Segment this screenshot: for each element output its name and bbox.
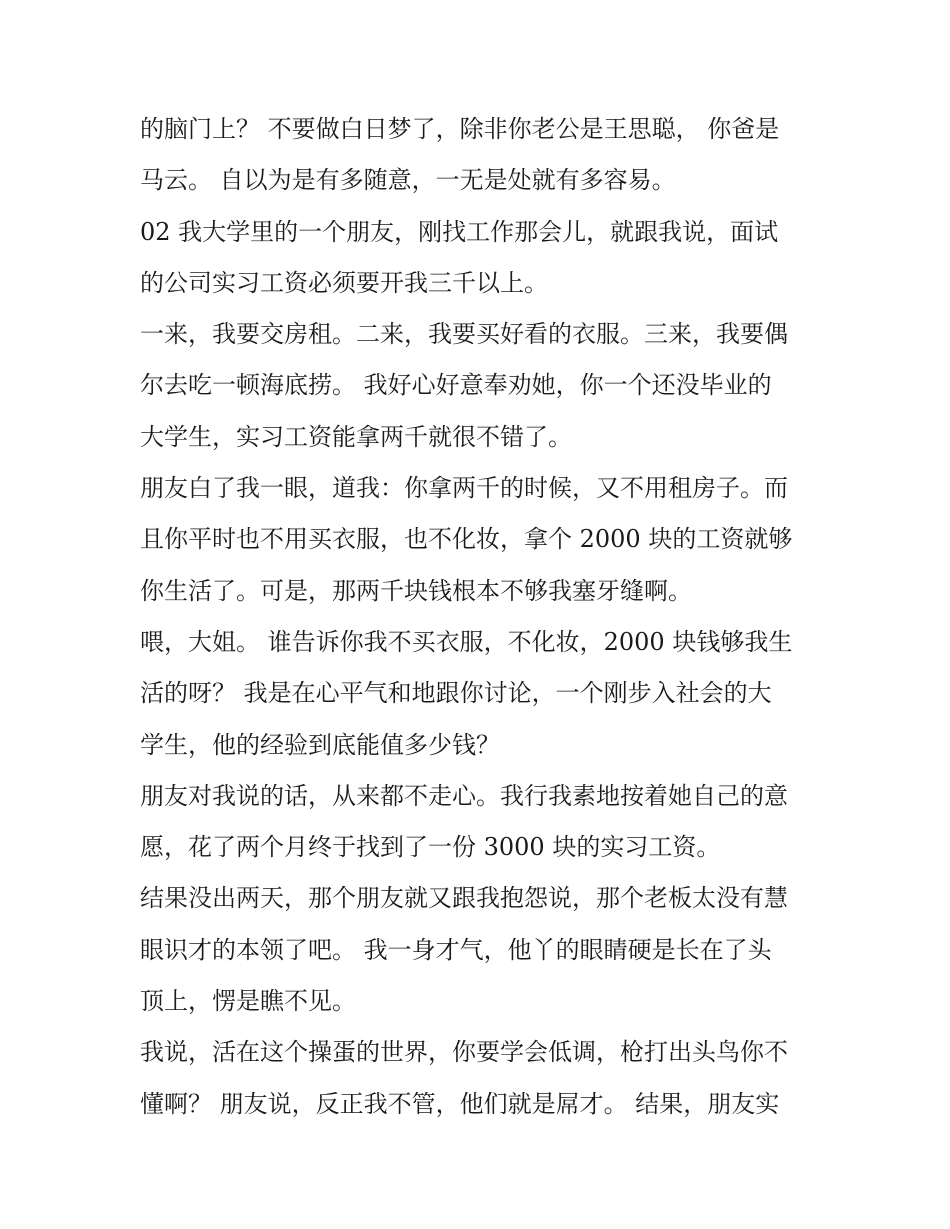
text-line: 大学生，实习工资能拿两千就很不错了。 [140, 422, 572, 451]
text-line: 你生活了。可是，那两千块钱根本不够我塞牙缝啊。 [140, 576, 692, 605]
text-line: 学生，他的经验到底能值多少钱？ [140, 730, 500, 759]
text-line: 顶上，愣是瞧不见。 [140, 987, 356, 1016]
text-line: 眼识才的本领了吧。 我一身才气，他丫的眼睛硬是长在了头 [140, 935, 772, 964]
text-line: 结果没出两天，那个朋友就又跟我抱怨说，那个老板太没有慧 [140, 884, 788, 913]
text-line: 我说，活在这个操蛋的世界，你要学会低调，枪打出头鸟你不 [140, 1038, 788, 1067]
text-line: 愿，花了两个月终于找到了一份 3000 块的实习工资。 [140, 833, 721, 862]
text-line: 活的呀？ 我是在心平气和地跟你讨论，一个刚步入社会的大 [140, 679, 772, 708]
text-line: 朋友对我说的话，从来都不走心。我行我素地按着她自己的意 [140, 781, 788, 810]
body-text [140, 104, 820, 1130]
text-line: 尔去吃一顿海底捞。 我好心好意奉劝她，你一个还没毕业的 [140, 371, 772, 400]
text-line: 马云。 自以为是有多随意，一无是处就有多容易。 [140, 166, 676, 195]
text-line: 懂啊？ 朋友说，反正我不管，他们就是屌才。 结果，朋友实 [140, 1089, 780, 1118]
text-line: 02 我大学里的一个朋友，刚找工作那会儿，就跟我说，面试 [140, 217, 779, 246]
text-line: 朋友白了我一眼，道我：你拿两千的时候，又不用租房子。而 [140, 474, 788, 503]
text-line: 的公司实习工资必须要开我三千以上。 [140, 268, 548, 297]
text-line: 的脑门上？ 不要做白日梦了，除非你老公是王思聪， 你爸是 [140, 115, 780, 143]
text-line: 且你平时也不用买衣服，也不化妆，拿个 2000 块的工资就够 [140, 525, 793, 554]
text-line: 一来，我要交房租。二来，我要买好看的衣服。三来，我要偶 [140, 320, 788, 349]
text-line: 喂，大姐。 谁告诉你我不买衣服，不化妆，2000 块钱够我生 [140, 627, 793, 656]
